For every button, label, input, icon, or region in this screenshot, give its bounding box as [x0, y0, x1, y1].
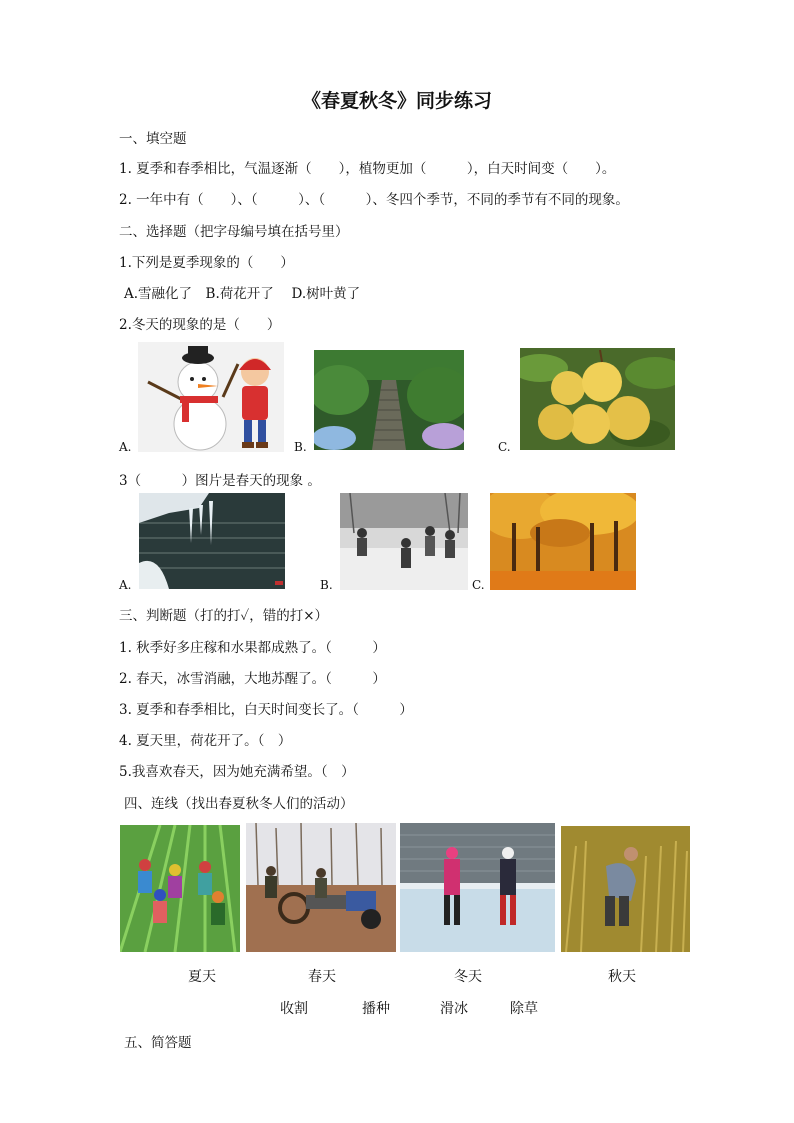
- weeding-image: [120, 825, 240, 952]
- q3-label-c: C.: [472, 578, 485, 592]
- section2-question-3: 3（ ）图片是春天的现象 。: [119, 473, 321, 489]
- pears-image: [520, 348, 675, 450]
- q2-label-a: A.: [119, 440, 132, 454]
- judgement-item-2: 2. 春天，冰雪消融，大地苏醒了。（ ）: [119, 671, 386, 687]
- section1-question-1: 1. 夏季和春季相比，气温逐渐（ ），植物更加（ ），白天时间变（ ）。: [119, 161, 616, 177]
- section1-question-2: 2. 一年中有（ ）、（ ）、（ ）、冬四个季节，不同的季节有不同的现象。: [119, 192, 629, 208]
- judgement-item-4: 4. 夏天里，荷花开了。（ ）: [119, 733, 292, 749]
- section1-heading: 一、填空题: [119, 131, 187, 147]
- activity-harvest: 收割: [280, 1001, 308, 1017]
- judgement-item-5: 5.我喜欢春天，因为她充满希望。（ ）: [119, 764, 355, 780]
- snowman-image: [138, 342, 284, 452]
- season-summer: 夏天: [188, 969, 216, 985]
- section2-question-1-options: A.雪融化了 B.荷花开了 D.树叶黄了: [124, 286, 361, 302]
- icicles-water-image: [139, 493, 285, 589]
- q2-label-b: B.: [294, 440, 307, 454]
- section5-heading: 五、简答题: [124, 1035, 192, 1051]
- activity-sowing: 播种: [362, 1001, 390, 1017]
- judgement-item-3: 3. 夏季和春季相比，白天时间变长了。（ ）: [119, 702, 413, 718]
- activity-weeding: 除草: [510, 1001, 538, 1017]
- sowing-tractor-image: [246, 823, 396, 952]
- page-title: 《春夏秋冬》同步练习: [301, 90, 492, 112]
- activity-skating: 滑冰: [440, 1001, 468, 1017]
- skating-image: [400, 823, 555, 952]
- garden-stairs-image: [314, 350, 464, 450]
- season-spring: 春天: [308, 969, 336, 985]
- autumn-trees-image: [490, 493, 636, 590]
- section4-heading: 四、连线（找出春夏秋冬人们的活动）: [124, 796, 354, 812]
- q3-label-a: A.: [119, 578, 132, 592]
- section2-question-2: 2.冬天的现象的是（ ）: [119, 317, 281, 333]
- section3-heading: 三、判断题（打的打✓，错的打×）: [119, 608, 329, 624]
- q2-label-c: C.: [498, 440, 511, 454]
- judgement-item-1: 1. 秋季好多庄稼和水果都成熟了。（ ）: [119, 640, 386, 656]
- harvest-image: [561, 826, 690, 952]
- season-autumn: 秋天: [608, 969, 636, 985]
- section2-heading: 二、选择题（把字母编号填在括号里）: [119, 224, 349, 240]
- section2-question-1: 1.下列是夏季现象的（ ）: [119, 255, 294, 271]
- snow-play-image: [340, 493, 468, 590]
- season-winter: 冬天: [454, 969, 482, 985]
- q3-label-b: B.: [320, 578, 333, 592]
